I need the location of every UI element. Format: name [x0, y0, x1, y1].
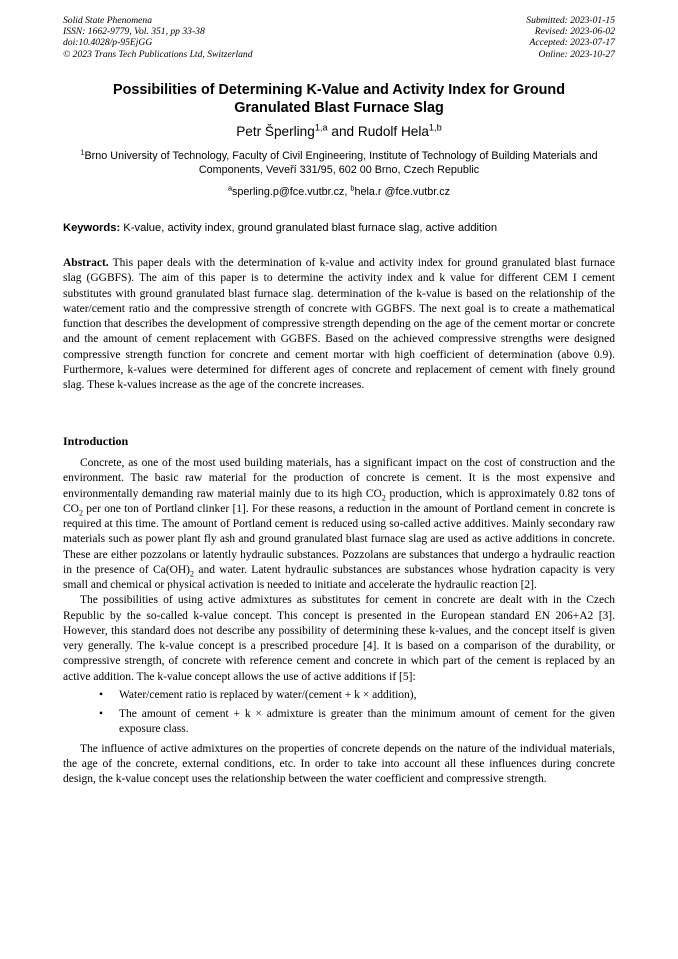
intro-p1-part-a: Concrete, as one of the most used building materials, has a significant impact on the cost of construction and the environment. The basic raw material for the production of concrete is cement. It is the most expensive and environmentally demanding raw material mainly due to its high CO: [63, 457, 615, 500]
list-item: [63, 688, 615, 703]
keywords-text: K-value, activity index, ground granulated blast furnace slag, active addition: [120, 222, 498, 234]
revised-date: Revised: 2023-06-02: [534, 26, 615, 38]
abstract: [63, 256, 615, 393]
intro-paragraph-3: The influence of active admixtures on the properties of concrete depends on the nature of the individual materials, the age of the concrete, external conditions, etc. In order to take into account all these influences during concrete design, the k-value concept uses the relationship between the water coefficient and compressive strength.: [63, 742, 615, 785]
author-1-sup: 1,a: [314, 122, 328, 133]
affiliation: [63, 147, 615, 177]
header-left: [63, 15, 253, 60]
keywords: [63, 222, 615, 236]
keywords-label: Keywords:: [63, 222, 121, 234]
email-b-sup: b: [350, 183, 355, 193]
affiliation-text: Brno University of Technology, Faculty of Civil Engineering, Institute of Technology of Building Materials and Components, Veveří 331/95, 602 00 Brno, Czech Republic: [84, 150, 598, 176]
doi: doi:10.4028/p-95EjGG: [63, 37, 153, 49]
intro-paragraph-1: [63, 456, 615, 593]
co2-subscript: 2: [381, 492, 386, 502]
accepted-date: Accepted: 2023-07-17: [529, 37, 615, 49]
copyright: © 2023 Trans Tech Publications Ltd, Switzerland: [63, 48, 253, 60]
title-line-2: Granulated Blast Furnace Slag: [234, 99, 444, 116]
abstract-label: Abstract.: [63, 257, 109, 269]
email-a-sup: a: [227, 183, 233, 193]
author-emails: [63, 183, 615, 200]
introduction-body: [63, 456, 615, 787]
submitted-date: Submitted: 2023-01-15: [526, 15, 615, 26]
title-line-1: Possibilities of Determining K-Value and Activity Index for Ground: [112, 82, 566, 98]
email-b: hela.r @fce.vutbr.cz: [354, 186, 451, 198]
intro-p1-part-d: and water. Latent hydraulic substances are substances whose hydration capacity is very small and chemical or physical activation is needed to initiate and accelerate the hydraulic reaction [2].: [63, 563, 615, 591]
bullet-icon: •: [99, 688, 104, 701]
authors: [63, 124, 615, 140]
issn: ISSN: 1662-9779, Vol. 351, pp 33-38: [63, 26, 205, 38]
introduction-heading: Introduction: [63, 434, 129, 448]
paper-title: [63, 82, 615, 117]
authors-and: and: [327, 124, 358, 139]
journal-name: Solid State Phenomena: [63, 15, 152, 26]
email-a: sperling.p@fce.vutbr.cz,: [232, 186, 351, 198]
caoh2-subscript: 2: [190, 569, 195, 579]
intro-paragraph-2: The possibilities of using active admixtures as substitutes for cement in concrete are dealt with in the Czech Republic by the so-called k-value concept. This concept is presented in the European standard EN 206+A2 [3]. However, this standard does not describe any possibility of determining these k-values, and the concept itself is given very generally. The k-value concept is a prescribed procedure [4]. It is based on a comparison of the durability, or compressive strength, of concrete with reference cement and concrete in which part of the cement is replaced by an active addition. The k-value concept allows the use of active additions if [5]:: [63, 594, 615, 683]
k-value-conditions-list: [63, 688, 615, 738]
affiliation-sup: 1: [80, 147, 85, 157]
bullet-icon: •: [99, 708, 104, 720]
co2-subscript: 2: [78, 508, 84, 518]
online-date: Online: 2023-10-27: [538, 48, 615, 60]
author-2: Rudolf Hela: [357, 124, 429, 139]
list-item-text: The amount of cement + k × admixture is greater than the minimum amount of cement for the given exposure class.: [119, 708, 615, 736]
author-1: Petr Šperling: [236, 124, 315, 139]
intro-p1-part-b: production, which is approximately 0.82 tons of CO: [63, 487, 615, 515]
author-2-sup: 1,b: [428, 122, 442, 133]
intro-p1-part-c: per one ton of Portland clinker [1]. For these reasons, a reduction in the amount of Portland cement in concrete is required at this time. The amount of Portland cement is reduced using so-called active additives. Mainly secondary raw materials such as power plant fly ash and ground granulated blast furnace slag are used as active additions in concrete. These are either pozzolans or latently hydraulic substances. Pozzolans are substances that undergo a hydraulic reaction in the presence of Ca(OH): [63, 502, 615, 576]
abstract-text: This paper deals with the determination of k-value and activity index for ground granulated blast furnace slag (GGBFS). The aim of this paper is to determine the activity index and k value for different CEM I cement substitutes with ground granulated blast furnace slag. determination of the k-value is based on the relationship of the water/cement ratio and the compressive strength of concrete with GGBFS. The next goal is to create a mathematical function that describes the development of compressive strength depending on the age of the cement mortar or concrete and the amount of cement replacement with GGBFS. Based on the achieved compressive strengths were designed compressive strength function for concrete and cement mortar with high coefficient of determination (above 0.9). Furthermore, k-values were determined for different ages of concrete and replacement of cement with finely ground slag. These k-values increase as the age of the concrete increases.: [63, 257, 615, 391]
header-right: [526, 15, 615, 60]
list-item-text: Water/cement ratio is replaced by water/(cement + k × addition),: [119, 688, 417, 701]
list-item: [63, 707, 615, 738]
